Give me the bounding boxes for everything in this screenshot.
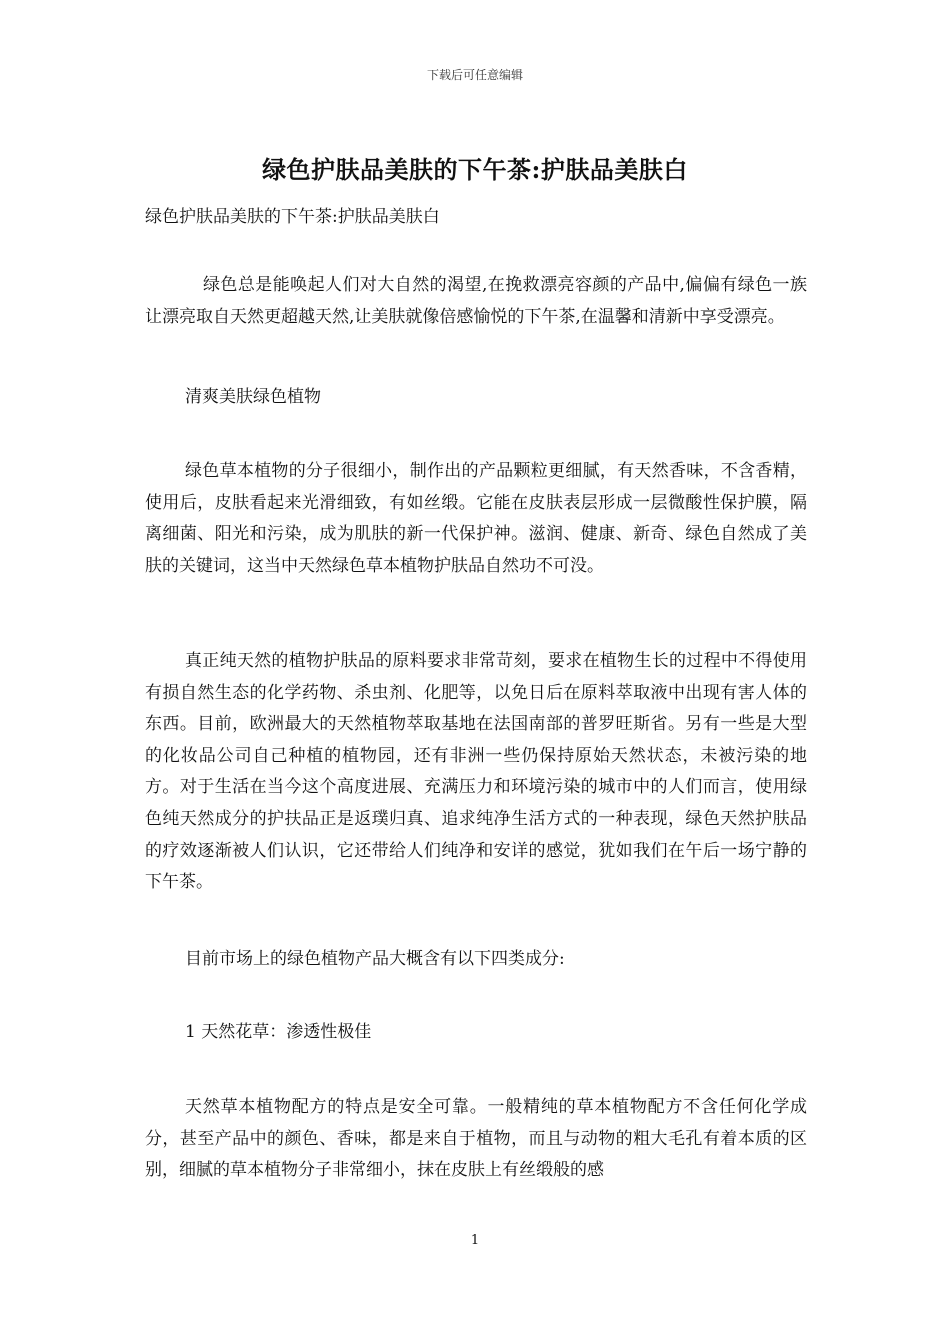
paragraph-herbal-formula: 天然草本植物配方的特点是安全可靠。一般精纯的草本植物配方不含任何化学成分，甚至产品中的颜色、香味，都是来自于植物，而且与动物的粗大毛孔有着本质的区别，细腻的草本植物分子非常细小，抹在皮肤上有丝缎般的感 bbox=[145, 1097, 807, 1181]
page-number: 1 bbox=[470, 1233, 480, 1248]
section-heading-natural-flowers: 1 天然花草：渗透性极佳 bbox=[185, 1022, 372, 1042]
document-subtitle: 绿色护肤品美肤的下午茶:护肤品美肤白 bbox=[145, 207, 440, 227]
paragraph-green-herbs: 绿色草本植物的分子很细小，制作出的产品颗粒更细腻，有天然香味，不含香精，使用后，皮肤看起来光滑细致，有如丝缎。它能在皮肤表层形成一层微酸性保护膜，隔离细菌、阳光和污染，成为肌肤的新一代保护神。滋润、健康、新奇、绿色自然成了美肤的关键词，这当中天然绿色草本植物护肤品自然功不可没。 bbox=[145, 461, 807, 576]
paragraph-natural-ingredients: 真正纯天然的植物护肤品的原料要求非常苛刻，要求在植物生长的过程中不得使用有损自然生态的化学药物、杀虫剂、化肥等，以免日后在原料萃取液中出现有害人体的东西。目前，欧洲最大的天然植物萃取基地在法国南部的普罗旺斯省。另有一些是大型的化妆品公司自己种植的植物园，还有非洲一些仍保持原始天然状态，未被污染的地方。对于生活在当今这个高度进展、充满压力和环境污染的城市中的人们而言，使用绿色纯天然成分的护扶品正是返璞归真、追求纯净生活方式的一种表现，绿色天然护肤品的疗效逐渐被人们认识，它还带给人们纯净和安详的感觉，犹如我们在午后一场宁静的下午茶。 bbox=[145, 651, 807, 893]
document-title: 绿色护肤品美肤的下午茶:护肤品美肤白 bbox=[262, 155, 688, 184]
header-note: 下载后可任意编辑 bbox=[426, 68, 523, 82]
paragraph-market-categories: 目前市场上的绿色植物产品大概含有以下四类成分: bbox=[185, 949, 565, 969]
section-heading-green-plants: 清爽美肤绿色植物 bbox=[185, 387, 321, 407]
paragraph-intro: 绿色总是能唤起人们对大自然的渴望,在挽救漂亮容颜的产品中,偏偏有绿色一族让漂亮取自天然更超越天然,让美肤就像倍感愉悦的下午茶,在温馨和清新中享受漂亮。 bbox=[145, 275, 807, 327]
